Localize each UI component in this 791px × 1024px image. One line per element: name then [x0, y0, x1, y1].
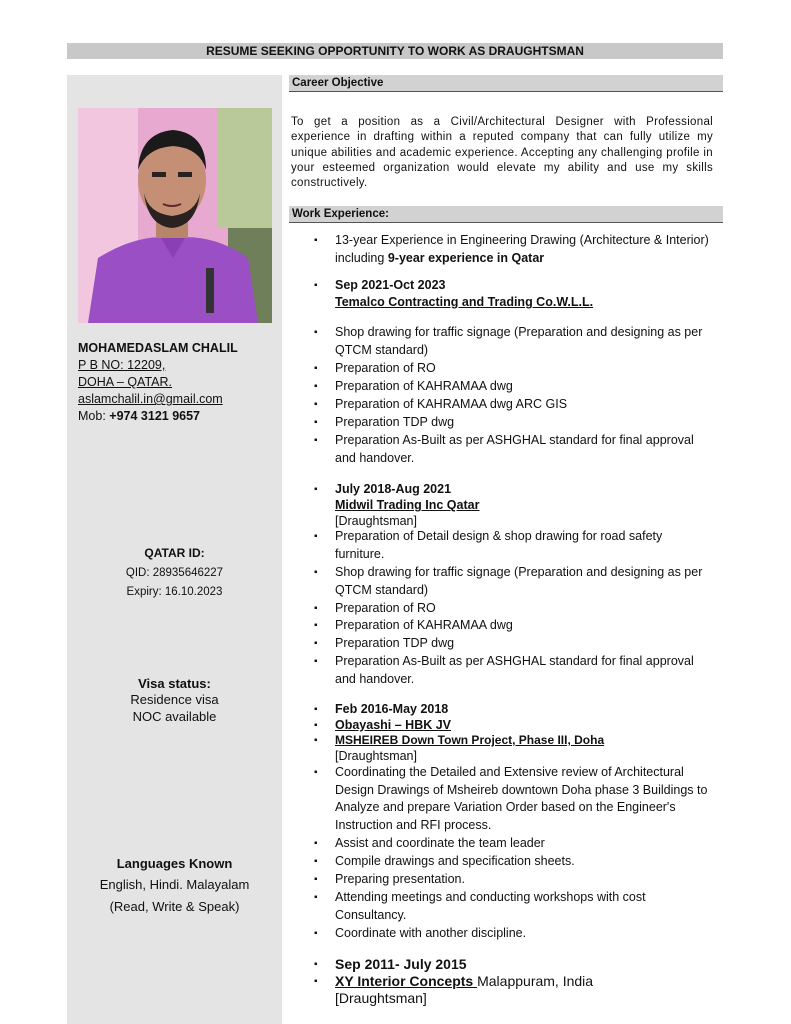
list-item: ▪ Coordinate with another discipline.: [335, 925, 715, 943]
list-item: ▪ Preparation of Detail design & shop drawing for road safety furniture.: [335, 528, 715, 563]
list-item: ▪ Preparation TDP dwg: [335, 635, 715, 653]
po-box: P B NO: 12209,: [78, 358, 166, 372]
list-item: ▪ Coordinating the Detailed and Extensive review of Architectural Design Drawings of Msheireb downtown Doha phase 3 Buildings to Analyze and prepare Variation Order based on the Engineer's Instruction and RFI process.: [335, 764, 715, 834]
job3-project: ▪ MSHEIREB Down Town Project, Phase III, Doha: [335, 732, 715, 750]
job1-period: ▪ Sep 2021-Oct 2023: [335, 277, 715, 295]
summary-highlight: 9-year experience in Qatar: [387, 250, 545, 265]
list-item: ▪ Assist and coordinate the team leader: [335, 835, 715, 853]
job1-company: Temalco Contracting and Trading Co.W.L.L.: [335, 295, 594, 309]
job3-role: [Draughtsman]: [335, 749, 417, 763]
email-link[interactable]: aslamchalil.in@gmail.com: [78, 392, 223, 406]
list-item: ▪ Attending meetings and conducting workshops with cost Consultancy.: [335, 889, 715, 924]
job4-location: Malappuram, India: [477, 973, 594, 989]
job4-company: XY Interior Concepts: [335, 973, 478, 989]
languages-heading: Languages Known: [116, 856, 233, 871]
job2-role: [Draughtsman]: [335, 514, 417, 528]
job4-role: [Draughtsman]: [335, 990, 427, 1006]
city: DOHA – QATAR.: [78, 375, 173, 389]
list-item: ▪ Preparation TDP dwg: [335, 414, 715, 432]
job3-company: ▪ Obayashi – HBK JV: [335, 717, 715, 735]
job4-period: ▪ Sep 2011- July 2015: [335, 956, 715, 974]
mobile-label: Mob:: [78, 409, 106, 423]
candidate-name: MOHAMEDASLAM CHALIL: [78, 341, 238, 355]
list-item: ▪ Preparation of RO: [335, 360, 715, 378]
list-item: ▪ Preparation As-Built as per ASHGHAL standard for final approval and handover.: [335, 432, 715, 467]
visa-line-2: NOC available: [132, 709, 217, 724]
summary-text: 13-year Experience in Engineering Drawing (Architecture & Interior) including: [335, 233, 709, 265]
mobile-number: +974 3121 9657: [109, 409, 200, 423]
visa-heading: Visa status:: [138, 676, 211, 691]
list-item: ▪ Preparation of KAHRAMAA dwg: [335, 617, 715, 635]
work-heading: Work Experience:: [289, 206, 723, 223]
job2-period: ▪ July 2018-Aug 2021: [335, 481, 715, 499]
qid: QID: 28935646227: [125, 567, 224, 579]
list-item: ▪ Preparation of KAHRAMAA dwg ARC GIS: [335, 396, 715, 414]
list-item: ▪ Preparation of KAHRAMAA dwg: [335, 378, 715, 396]
qatar-id-heading: QATAR ID:: [144, 546, 205, 560]
list-item: ▪ Preparation of RO: [335, 600, 715, 618]
experience-summary: [335, 232, 715, 267]
contact-block: [78, 340, 238, 425]
visa-line-1: Residence visa: [130, 692, 219, 707]
resume-title: RESUME SEEKING OPPORTUNITY TO WORK AS DRAUGHTSMAN: [67, 43, 723, 59]
languages-skills: (Read, Write & Speak): [109, 899, 240, 914]
list-item: ▪ Preparation As-Built as per ASHGHAL standard for final approval and handover.: [335, 653, 715, 688]
job2-company: Midwil Trading Inc Qatar: [335, 498, 480, 512]
qid-expiry: Expiry: 16.10.2023: [126, 586, 223, 598]
career-heading: Career Objective: [289, 75, 723, 92]
list-item: ▪ Shop drawing for traffic signage (Preparation and designing as per QTCM standard): [335, 324, 715, 359]
list-item: ▪ Shop drawing for traffic signage (Preparation and designing as per QTCM standard): [335, 564, 715, 599]
list-item: ▪ Compile drawings and specification sheets.: [335, 853, 715, 871]
list-item: ▪ Preparing presentation.: [335, 871, 715, 889]
mobile-line: [78, 408, 238, 425]
career-text: To get a position as a Civil/Architectural Designer with Professional experience in drafting within a reputed company that can fully utilize my unique abilities and academic experience. Accepting any challenging profile in your esteemed organization would elevate my ability and use my skills constructively.: [291, 116, 713, 190]
job3-period: ▪ Feb 2016-May 2018: [335, 701, 715, 719]
languages-list: English, Hindi. Malayalam: [99, 877, 250, 892]
job4-company-line: [335, 973, 715, 991]
profile-photo: [78, 108, 272, 323]
